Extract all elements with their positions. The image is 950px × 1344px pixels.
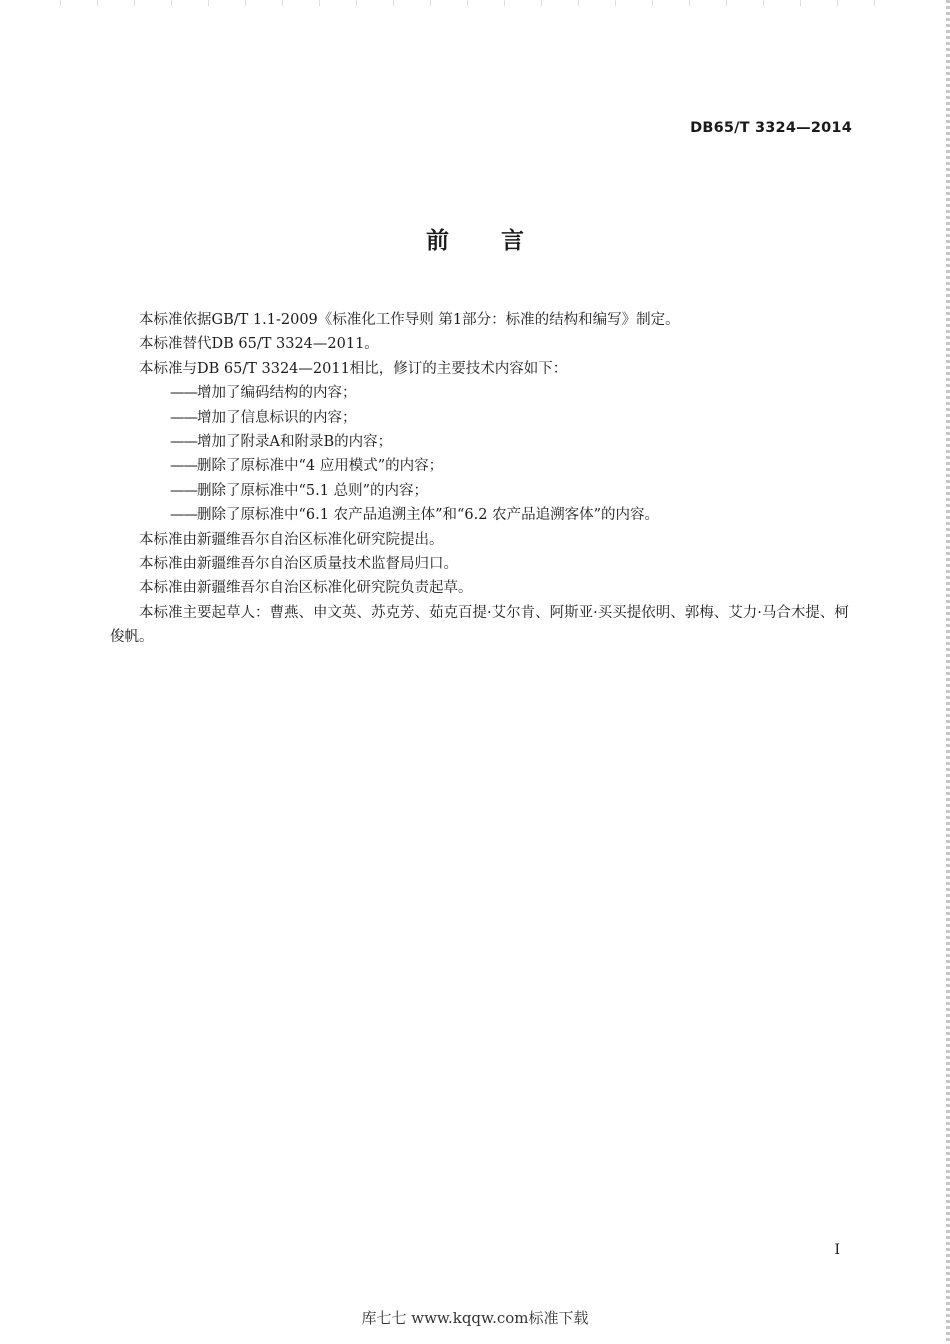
change-item: ——增加了编码结构的内容；	[170, 385, 357, 402]
paragraph-drafters: 本标准主要起草人：曹燕、申文英、苏克芳、茹克百提·艾尔肯、阿斯亚·买买提依明、郭梅、艾力·马合木提、柯俊帆。	[110, 604, 849, 646]
page-number: I	[834, 1242, 840, 1258]
dash-marker: ——	[170, 434, 197, 451]
change-item: ——增加了附录A和附录B的内容；	[170, 434, 393, 451]
dash-marker: ——	[170, 409, 197, 426]
title-char-2: 言	[501, 228, 524, 254]
dash-marker: ——	[170, 482, 197, 499]
paragraph-basis: 本标准依据GB/T 1.1-2009《标准化工作导则 第1部分：标准的结构和编写》制定。	[139, 312, 680, 328]
title-char-1: 前	[426, 228, 449, 254]
paragraph-changes-intro: 本标准与DB 65/T 3324—2011相比，修订的主要技术内容如下：	[139, 360, 568, 377]
dash-marker: ——	[170, 458, 197, 475]
scan-artifact-edge	[946, 0, 950, 1344]
paragraph-drafting-org: 本标准由新疆维吾尔自治区标准化研究院负责起草。	[139, 580, 473, 597]
paragraph-replaces: 本标准替代DB 65/T 3324—2011。	[139, 336, 379, 353]
paragraph-administrator: 本标准由新疆维吾尔自治区质量技术监督局归口。	[139, 556, 458, 573]
footer-watermark: 库七七 www.kqqw.com标准下载	[361, 1309, 589, 1327]
paragraph-proposer: 本标准由新疆维吾尔自治区标准化研究院提出。	[139, 531, 444, 548]
scan-artifact-top	[60, 0, 880, 6]
document-code: DB65/T 3324—2014	[690, 120, 852, 136]
change-item: ——删除了原标准中“5.1 总则”的内容；	[170, 482, 428, 499]
foreword-body	[110, 308, 855, 650]
change-item: ——增加了信息标识的内容；	[170, 409, 357, 426]
dash-marker: ——	[170, 385, 197, 402]
change-item: ——删除了原标准中“6.1 农产品追溯主体”和“6.2 农产品追溯客体”的内容。	[170, 507, 659, 524]
change-item: ——删除了原标准中“4 应用模式”的内容；	[170, 458, 444, 475]
dash-marker: ——	[170, 507, 197, 524]
page-title	[0, 222, 950, 255]
